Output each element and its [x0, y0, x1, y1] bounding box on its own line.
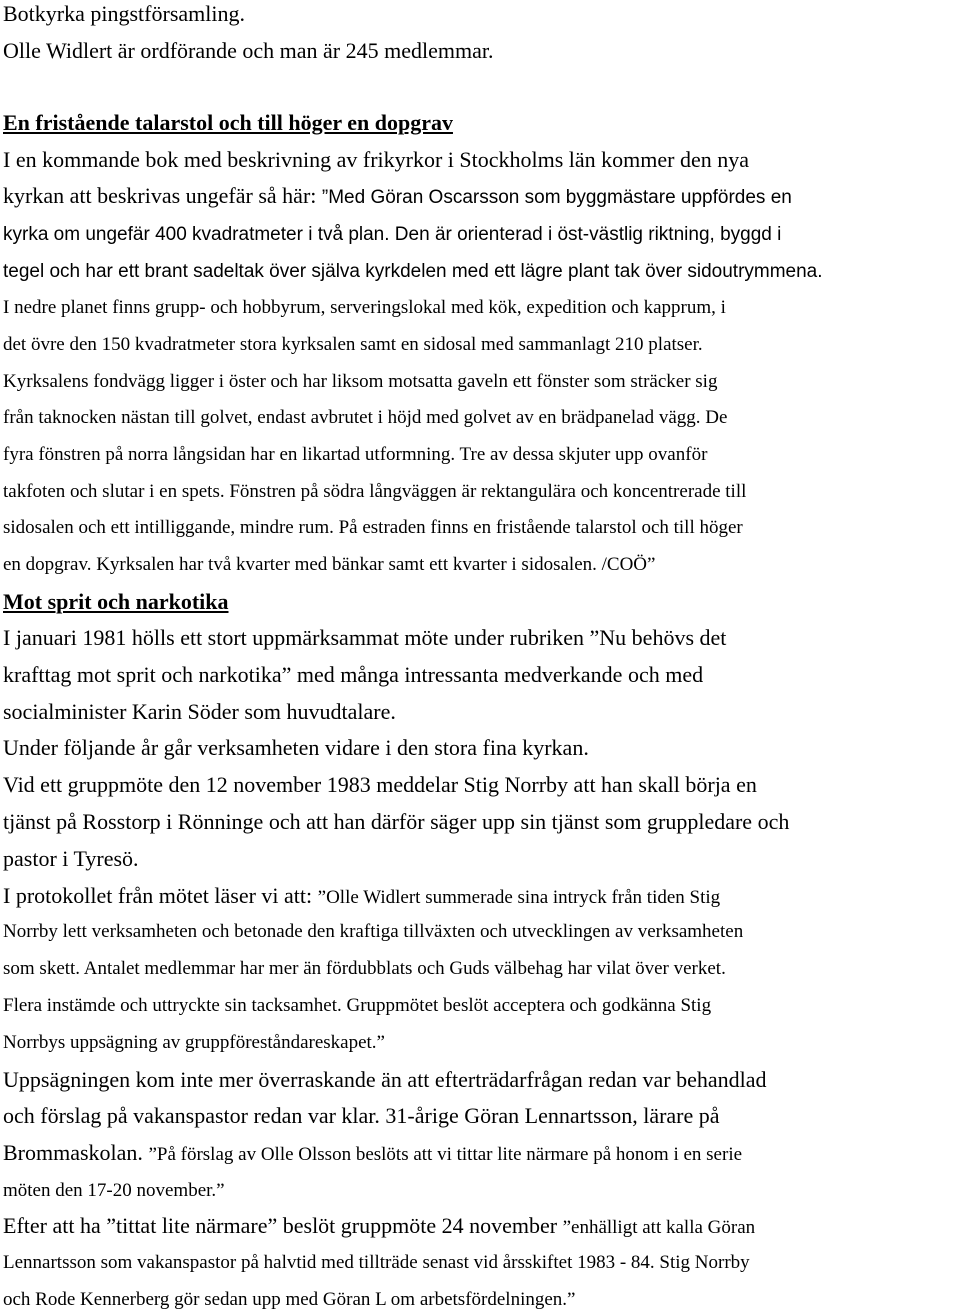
paragraph-line [3, 185, 792, 207]
paragraph-line: Norrby lett verksamheten och betonade den kraftiga tillväxten och utvecklingen av verksamheten [3, 921, 744, 942]
text-span: kyrkan att beskrivas ungefär så här: [3, 183, 322, 208]
paragraph-line: sidosalen och ett intilliggande, mindre rum. På estraden finns en fristående talarstol och till höger [3, 517, 743, 538]
paragraph-line: krafttag mot sprit och narkotika” med många intressanta medverkande och med [3, 662, 704, 687]
section-heading-church: En fristående talarstol och till höger en dopgrav [3, 110, 453, 135]
paragraph-line: Under följande år går verksamheten vidare i den stora fina kyrkan. [3, 735, 589, 760]
quote-span: ”Olle Widlert summerade sina intryck från tiden Stig [317, 887, 721, 908]
paragraph-line: takfoten och slutar i en spets. Fönstren på södra långväggen är rektangulära och koncentrerade till [3, 481, 747, 502]
intro-line-1: Botkyrka pingstförsamling. [3, 1, 245, 26]
paragraph-line: och förslag på vakanspastor redan var klar. 31-årige Göran Lennartsson, lärare på [3, 1103, 720, 1128]
text-span: I protokollet från mötet läser vi att: [3, 883, 318, 908]
paragraph-line: det övre den 150 kvadratmeter stora kyrksalen samt en sidosal med sammanlagt 210 platser. [3, 334, 703, 355]
quote-span: ”enhälligt att kalla Göran [562, 1217, 756, 1238]
paragraph-line: som skett. Antalet medlemmar har mer än fördubblats och Guds välbehag har vilat över verket. [3, 958, 726, 979]
quote-span: ”På förslag av Olle Olsson beslöts att vi tittar lite närmare på honom i en serie [148, 1144, 743, 1165]
text-span: Den är orienterad i öst-västlig riktning, byggd i [389, 224, 782, 245]
paragraph-line: och Rode Kennerberg gör sedan upp med Göran L om arbetsfördelningen.” [3, 1289, 576, 1310]
paragraph-line: pastor i Tyresö. [3, 846, 139, 871]
intro-line-2: Olle Widlert är ordförande och man är 245 medlemmar. [3, 38, 494, 63]
paragraph-line: Lennartsson som vakanspastor på halvtid med tillträde senast vid årsskiftet 1983 - 84. Stig Norrby [3, 1252, 750, 1273]
paragraph-line: tjänst på Rosstorp i Rönninge och att han därför säger upp sin tjänst som gruppledare och [3, 809, 790, 834]
paragraph-line: socialminister Karin Söder som huvudtalare. [3, 699, 396, 724]
paragraph-line: I nedre planet finns grupp- och hobbyrum, serveringslokal med kök, expedition och kapprum, i [3, 297, 726, 318]
paragraph-line: tegel och har ett brant sadeltak över själva kyrkdelen med ett lägre plant tak över sidoutrymmena. [3, 261, 823, 282]
paragraph-line [3, 1215, 755, 1237]
section-heading-sprit: Mot sprit och narkotika [3, 589, 229, 614]
paragraph-line: en dopgrav. Kyrksalen har två kvarter med bänkar samt ett kvarter i sidosalen. /COÖ” [3, 554, 656, 575]
paragraph-line: I en kommande bok med beskrivning av frikyrkor i Stockholms län kommer den nya [3, 147, 750, 172]
text-span: Brommaskolan. [3, 1140, 149, 1165]
paragraph-line: Kyrksalens fondvägg ligger i öster och har liksom motsatta gaveln ett fönster som sträcker sig [3, 371, 718, 392]
quote-span: ”Med Göran Oscarsson som byggmästare uppfördes en [321, 187, 792, 208]
paragraph-line: Vid ett gruppmöte den 12 november 1983 meddelar Stig Norrby att han skall börja en [3, 772, 757, 797]
paragraph-line: I januari 1981 hölls ett stort uppmärksammat möte under rubriken ”Nu behövs det [3, 625, 727, 650]
paragraph-line: möten den 17-20 november.” [3, 1180, 225, 1201]
paragraph-line [3, 1142, 742, 1164]
paragraph-line [3, 885, 720, 907]
text-span: kyrka om ungefär 400 kvadratmeter i två plan. [3, 224, 390, 245]
paragraph-line [3, 225, 781, 244]
paragraph-line: Norrbys uppsägning av gruppföreståndareskapet.” [3, 1032, 385, 1053]
paragraph-line: Uppsägningen kom inte mer överraskande än att efterträdarfrågan redan var behandlad [3, 1067, 767, 1092]
paragraph-line: från taknocken nästan till golvet, endast avbrutet i höjd med golvet av en brädpanelad vägg. De [3, 407, 728, 428]
text-span: Efter att ha ”tittat lite närmare” beslöt gruppmöte 24 november [3, 1213, 563, 1238]
paragraph-line: fyra fönstren på norra långsidan har en likartad utformning. Tre av dessa skjuter upp ovanför [3, 444, 708, 465]
paragraph-line: Flera instämde och uttryckte sin tacksamhet. Gruppmötet beslöt acceptera och godkänna Stig [3, 995, 712, 1016]
